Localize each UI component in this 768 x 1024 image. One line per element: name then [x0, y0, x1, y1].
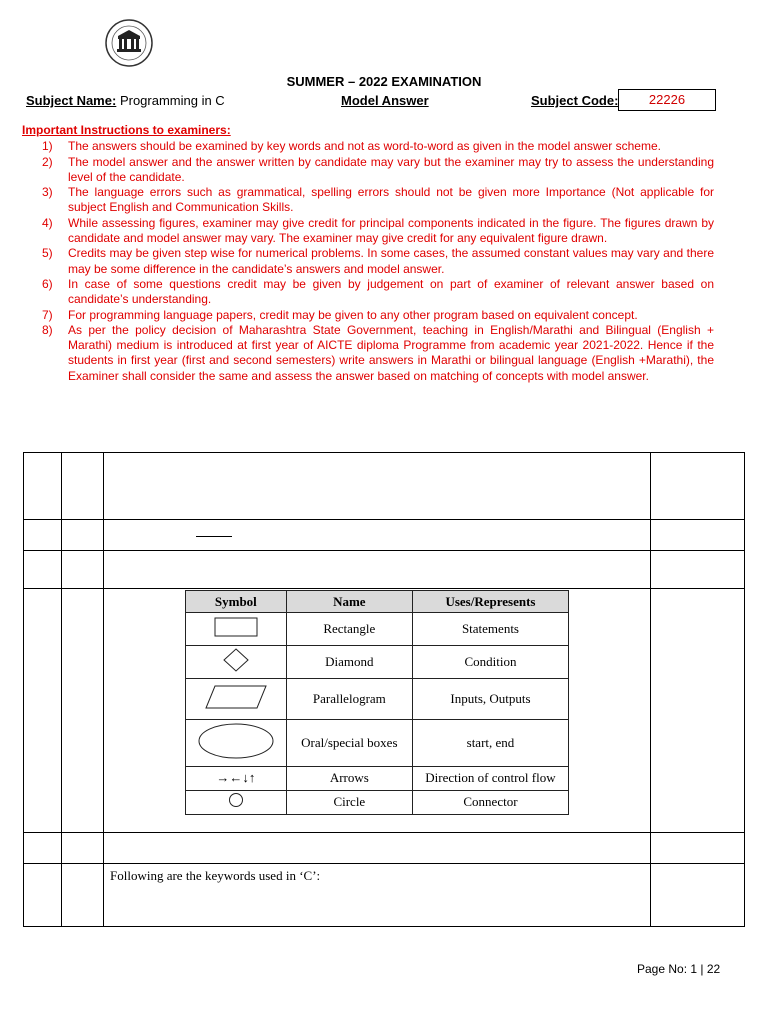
grid-line — [23, 452, 745, 453]
col-header-uses: Uses/Represents — [412, 591, 568, 613]
rectangle-icon — [213, 616, 259, 638]
instructions-list — [22, 139, 714, 384]
underline-mark — [196, 536, 232, 537]
symbol-name: Rectangle — [286, 613, 412, 646]
instruction-item — [22, 185, 714, 216]
subject-name — [26, 93, 225, 108]
symbol-use: Statements — [412, 613, 568, 646]
table-row — [186, 790, 569, 814]
instruction-text: In case of some questions credit may be given by judgement on part of examiner of relevant answer based on candidate’s understanding. — [68, 276, 714, 307]
table-row — [186, 613, 569, 646]
symbol-name: Diamond — [286, 646, 412, 679]
exam-title: SUMMER – 2022 EXAMINATION — [286, 74, 482, 89]
symbol-use: Direction of control flow — [412, 766, 568, 790]
symbol-cell — [186, 646, 287, 679]
grid-line — [650, 452, 651, 927]
instruction-item — [22, 216, 714, 247]
symbol-name: Arrows — [286, 766, 412, 790]
instruction-number: 3) — [42, 185, 53, 200]
table-row — [186, 766, 569, 790]
circle-icon — [227, 791, 245, 809]
subject-name-label: Subject Name: — [26, 93, 117, 108]
instruction-item — [22, 155, 714, 186]
instructions-heading: Important Instructions to examiners: — [22, 123, 231, 137]
symbol-use: Inputs, Outputs — [412, 679, 568, 719]
symbol-cell — [186, 679, 287, 719]
arrows-icon: →←↓↑ — [186, 766, 287, 790]
instruction-text: The language errors such as grammatical, spelling errors should not be given more Importance (Not applicable for subject English and Communication Skills. — [68, 185, 714, 215]
symbol-cell — [186, 790, 287, 814]
instruction-number: 7) — [42, 307, 53, 322]
instruction-number: 6) — [42, 276, 53, 291]
instruction-text: The answers should be examined by key words and not as word-to-word as given in the model answer scheme. — [68, 139, 661, 154]
instruction-number: 2) — [42, 154, 53, 169]
instruction-number: 5) — [42, 246, 53, 261]
grid-line — [23, 550, 745, 551]
grid-line — [23, 832, 745, 833]
grid-line — [61, 452, 62, 927]
table-row — [186, 679, 569, 719]
parallelogram-icon — [203, 683, 269, 711]
instruction-text: Credits may be given step wise for numerical problems. In some cases, the assumed constant values may vary and there may be some difference in the candidate’s answers and model answer. — [68, 246, 714, 276]
instruction-item — [22, 323, 714, 384]
symbol-cell — [186, 613, 287, 646]
symbol-cell — [186, 719, 287, 766]
instruction-number: 1) — [42, 139, 53, 154]
flowchart-symbol-table — [185, 590, 569, 815]
instruction-number: 8) — [42, 322, 53, 337]
subject-code-label: Subject Code: — [531, 93, 619, 108]
table-header-row — [186, 591, 569, 613]
symbol-use: start, end — [412, 719, 568, 766]
model-answer-heading: Model Answer — [341, 93, 429, 108]
instruction-item — [22, 308, 714, 323]
symbol-name: Circle — [286, 790, 412, 814]
symbol-use: Connector — [412, 790, 568, 814]
grid-line — [23, 588, 745, 589]
page-number: Page No: 1 | 22 — [637, 962, 721, 976]
subject-row — [26, 93, 746, 115]
symbol-name: Oral/special boxes — [286, 719, 412, 766]
instruction-number: 4) — [42, 215, 53, 230]
msbte-logo — [104, 18, 154, 68]
instruction-text: For programming language papers, credit may be given to any other program based on equivalent concept. — [68, 307, 638, 322]
instruction-text: As per the policy decision of Maharashtra State Government, teaching in English/Marathi and Bilingual (English + Marathi) medium is introduced at first year of AICTE diploma Programme from academic year 2021-2022. Hence if the students in first year (first and second semesters) write answers in Marathi or bilingual language (English +Marathi), the Examiner shall consider the same and assess the answer based on matching of concepts with model answer. — [68, 322, 714, 383]
col-header-symbol: Symbol — [186, 591, 287, 613]
symbol-name: Parallelogram — [286, 679, 412, 719]
instruction-item — [22, 277, 714, 308]
instruction-item — [22, 246, 714, 277]
table-row — [186, 719, 569, 766]
instruction-item — [22, 139, 714, 154]
subject-code-value: 22226 — [618, 89, 716, 111]
examiner-instructions — [22, 123, 714, 384]
symbol-use: Condition — [412, 646, 568, 679]
grid-line — [23, 863, 745, 864]
table-row — [186, 646, 569, 679]
oval-icon — [196, 721, 276, 761]
keywords-intro-text: Following are the keywords used in ‘C’: — [110, 868, 321, 883]
grid-line — [744, 452, 745, 927]
instruction-text: While assessing figures, examiner may give credit for principal components indicated in the figure. The figures drawn by candidate and model answer may vary. The examiner may give credit for any equivalent figure drawn. — [68, 215, 714, 246]
grid-line — [23, 452, 24, 927]
grid-line — [103, 452, 104, 927]
subject-name-value: Programming in C — [119, 93, 225, 108]
diamond-icon — [221, 647, 251, 673]
col-header-name: Name — [286, 591, 412, 613]
instruction-text: The model answer and the answer written by candidate may vary but the examiner may try to assess the understanding level of the candidate. — [68, 154, 714, 184]
grid-line — [23, 926, 745, 927]
grid-line — [23, 519, 745, 520]
